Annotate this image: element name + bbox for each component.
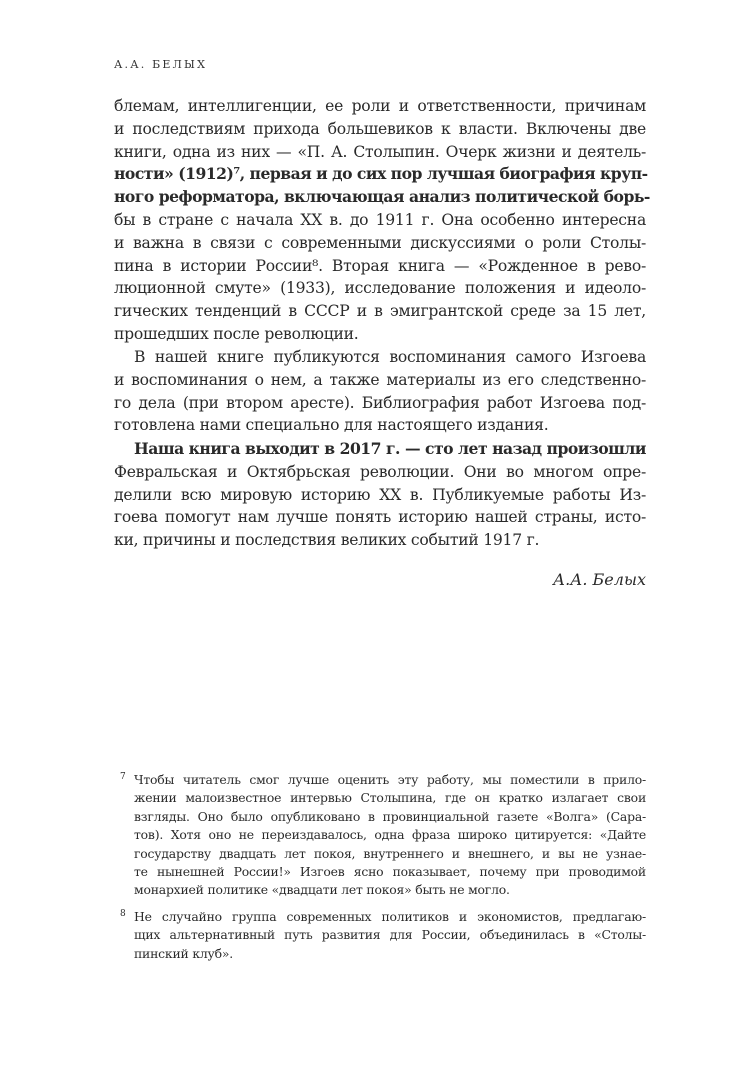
text-line: книги, одна из них — «П. А. Столыпин. Очерк жизни и деятель- [114, 142, 646, 161]
text-line: В нашей книге публикуются воспоминания самого Изгоева [134, 348, 646, 366]
footnote-line [114, 771, 646, 789]
text-line: гоева помогут нам лучше понять историю нашей страны, исто- [114, 508, 646, 527]
footnote-line: те нынешней России!» Изгоев ясно показывает, почему при проводимой [134, 863, 646, 879]
footnote-text: Не случайно группа современных политиков и экономистов, предлагаю- [134, 908, 646, 924]
footnote-number: 8 [120, 908, 126, 919]
footnote-line: щих альтернативный путь развития для России, объединилась в «Столы- [134, 927, 646, 943]
paragraph-3 [114, 438, 646, 552]
text-line: и воспоминания о нем, а также материалы из его следственно- [114, 370, 646, 389]
text-line: прошедших после революции. [114, 324, 359, 343]
paragraph-2 [114, 346, 646, 437]
footnote-line: пинский клуб». [134, 945, 233, 961]
text-line: Февральская и Октябрьская революции. Они во многом опре- [114, 462, 646, 481]
footnote-line: жении малоизвестное интервью Столыпина, где он кратко излагает свои [134, 790, 646, 806]
footnote-number: 7 [120, 772, 126, 782]
text-line: го дела (при втором аресте). Библиография работ Изгоева под- [114, 393, 646, 412]
text-line: делили всю мировую историю XX в. Публикуемые работы Из- [114, 485, 646, 504]
text-line: ного реформатора, включающая анализ политической борь- [114, 187, 650, 207]
text-line: и важна в связи с современными дискуссиями о роли Столы- [114, 233, 646, 252]
text-line: пина в истории России⁸. Вторая книга — «Рожденное в рево- [114, 256, 646, 275]
footnote-text: Чтобы читатель смог лучше оценить эту работу, мы поместили в прило- [134, 772, 646, 787]
text-line: ки, причины и последствия великих событий 1917 г. [114, 531, 540, 550]
footnotes [114, 771, 646, 963]
footnote-line: монархией политике «двадцати лет покоя» быть не могло. [134, 882, 510, 898]
footnote-8 [114, 908, 646, 963]
text-line: бы в стране с начала XX в. до 1911 г. Она особенно интересна [114, 210, 646, 229]
text-line: гических тенденций в СССР и в эмигрантской среде за 15 лет, [114, 302, 646, 321]
text-line: и последствиям прихода большевиков к власти. Включены две [114, 119, 646, 138]
footnote-7 [114, 771, 646, 900]
signature: А.А. Белых [553, 570, 646, 589]
text-line: люционной смуте» (1933), исследование положения и идеоло- [114, 279, 646, 298]
text-line: ности» (1912)⁷, первая и до сих пор лучшая биография круп- [114, 164, 648, 184]
text-line: готовлена нами специально для настоящего издания. [114, 416, 549, 435]
footnote-line: государству двадцать лет покоя, внутреннего и внешнего, и вы не узнае- [134, 845, 646, 861]
paragraph-1 [114, 95, 650, 346]
footnote-line [114, 908, 646, 926]
footnote-line: взгляды. Оно было опубликовано в провинциальной газете «Волга» (Сара- [134, 808, 646, 824]
text-line: блемам, интеллигенции, ее роли и ответственности, причинам [114, 97, 646, 115]
footnote-line: тов). Хотя оно не переиздавалось, одна фраза широко цитируется: «Дайте [134, 827, 646, 843]
text-line: Наша книга выходит в 2017 г. — сто лет назад произошли [134, 439, 646, 458]
running-head: А.А. БЕЛЫХ [114, 58, 208, 71]
